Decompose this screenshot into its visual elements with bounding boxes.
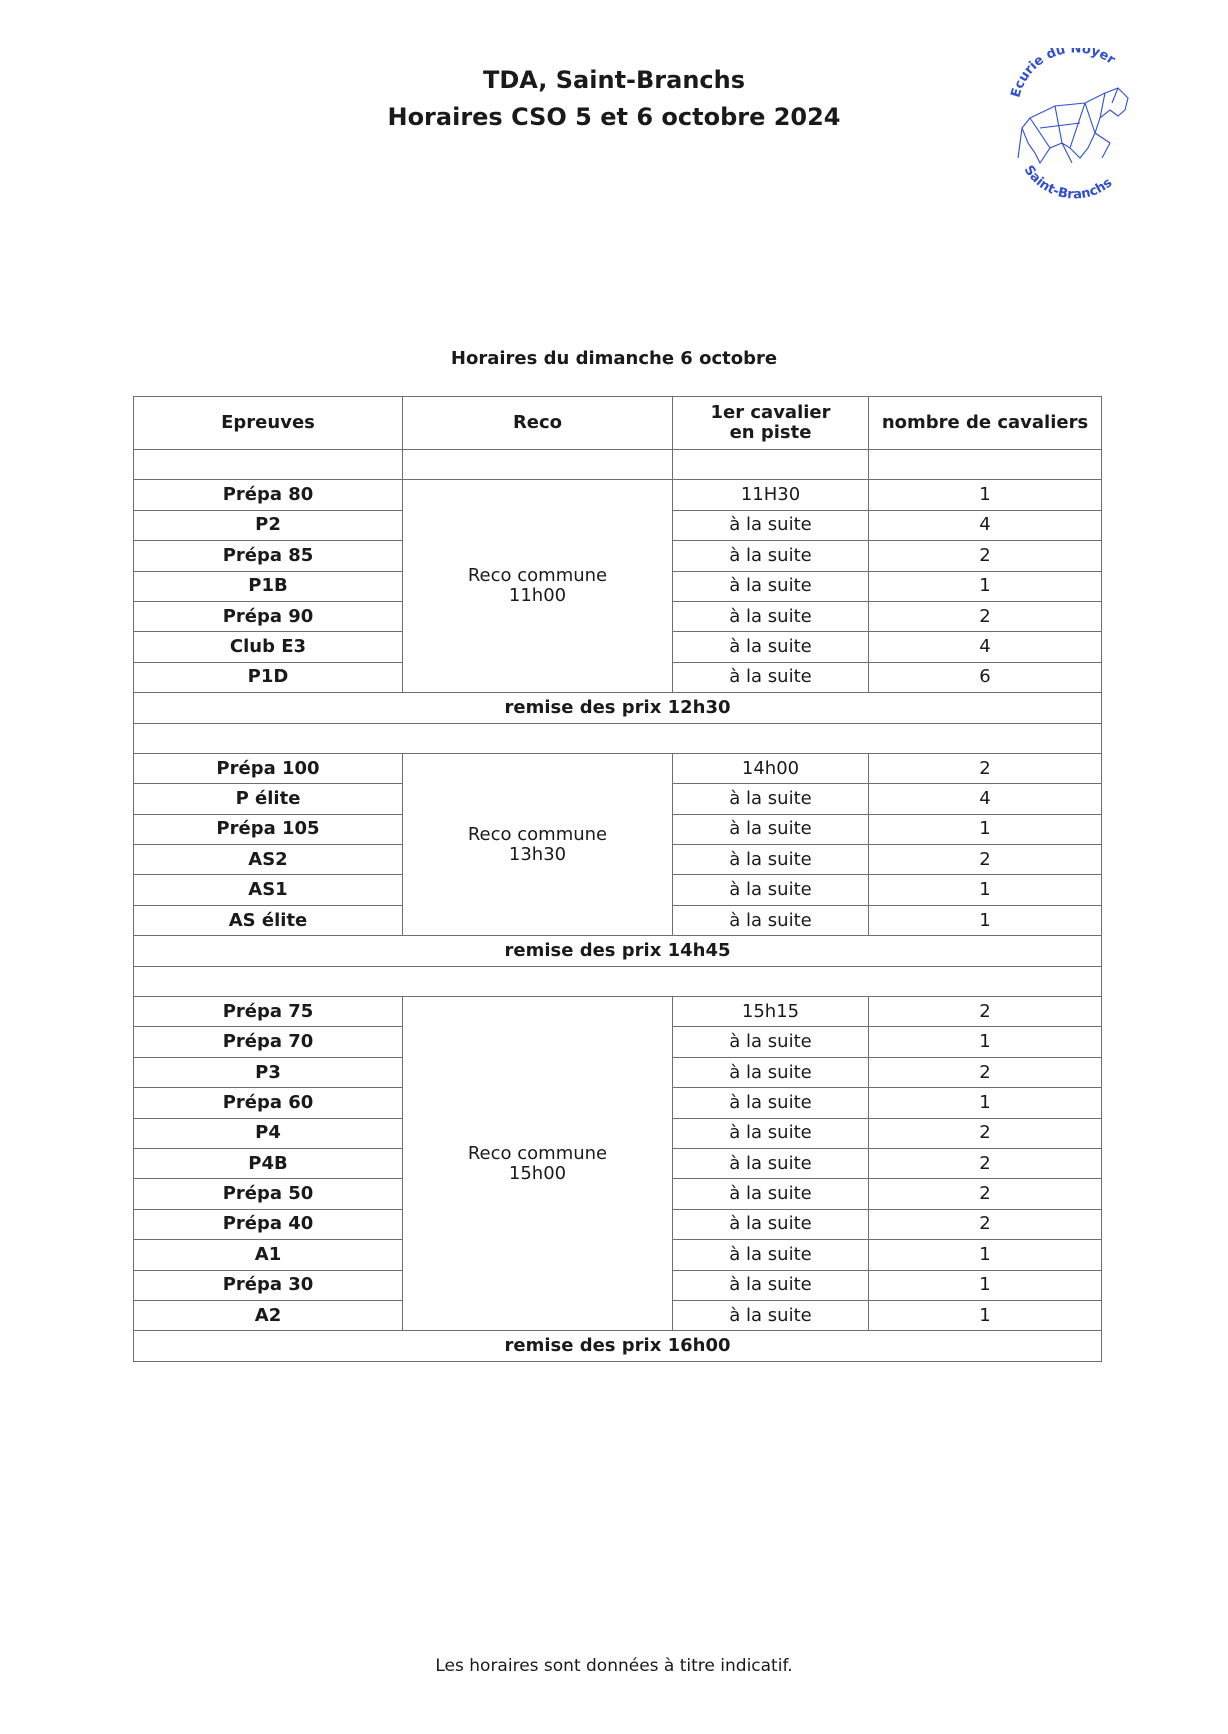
- depart-cell: 14h00: [673, 753, 869, 783]
- nombre-cell: 1: [869, 1300, 1102, 1330]
- depart-cell: 11H30: [673, 480, 869, 510]
- nombre-cell: 2: [869, 601, 1102, 631]
- epreuve-cell: Prépa 105: [134, 814, 403, 844]
- document-title: TDA, Saint-Branchs: [482, 66, 746, 94]
- section-title: Horaires du dimanche 6 octobre: [450, 348, 778, 369]
- remise-row: [134, 693, 1102, 723]
- horse-icon: [1000, 48, 1150, 213]
- epreuve-cell: Club E3: [134, 632, 403, 662]
- epreuve-cell: Prépa 75: [134, 997, 403, 1027]
- club-logo: [1000, 48, 1150, 213]
- epreuve-cell: P4B: [134, 1148, 403, 1178]
- reco-time: 13h30: [508, 843, 567, 865]
- schedule-table: [133, 396, 1102, 1362]
- depart-cell: à la suite: [673, 601, 869, 631]
- nombre-cell: 2: [869, 1118, 1102, 1148]
- epreuve-cell: Prépa 40: [134, 1209, 403, 1239]
- epreuve-cell: AS2: [134, 845, 403, 875]
- table-row: [134, 997, 1102, 1027]
- nombre-cell: 4: [869, 510, 1102, 540]
- epreuve-cell: P élite: [134, 784, 403, 814]
- nombre-cell: 2: [869, 753, 1102, 783]
- depart-cell: à la suite: [673, 845, 869, 875]
- depart-cell: à la suite: [673, 1118, 869, 1148]
- depart-cell: à la suite: [673, 1300, 869, 1330]
- column-header-nombre: nombre de cavaliers: [869, 397, 1102, 450]
- epreuve-cell: Prépa 100: [134, 753, 403, 783]
- table-header-row: [134, 397, 1102, 450]
- epreuve-cell: P1D: [134, 662, 403, 692]
- column-header-premier-cavalier: [673, 397, 869, 450]
- remise-des-prix: remise des prix 16h00: [134, 1331, 1102, 1361]
- depart-cell: à la suite: [673, 1057, 869, 1087]
- epreuve-cell: Prépa 60: [134, 1088, 403, 1118]
- nombre-cell: 2: [869, 845, 1102, 875]
- nombre-cell: 2: [869, 1179, 1102, 1209]
- column-header-line: en piste: [729, 422, 812, 443]
- nombre-cell: 2: [869, 997, 1102, 1027]
- depart-cell: à la suite: [673, 1209, 869, 1239]
- epreuve-cell: Prépa 85: [134, 541, 403, 571]
- depart-cell: à la suite: [673, 1027, 869, 1057]
- nombre-cell: 1: [869, 814, 1102, 844]
- reco-time: 15h00: [508, 1162, 567, 1184]
- nombre-cell: 4: [869, 784, 1102, 814]
- table-row: [134, 753, 1102, 783]
- epreuve-cell: A2: [134, 1300, 403, 1330]
- epreuve-cell: AS élite: [134, 905, 403, 935]
- epreuve-cell: Prépa 70: [134, 1027, 403, 1057]
- epreuve-cell: P1B: [134, 571, 403, 601]
- depart-cell: à la suite: [673, 571, 869, 601]
- nombre-cell: 1: [869, 1270, 1102, 1300]
- epreuve-cell: A1: [134, 1240, 403, 1270]
- depart-cell: à la suite: [673, 1270, 869, 1300]
- spacer-row: [134, 966, 1102, 996]
- nombre-cell: 4: [869, 632, 1102, 662]
- spacer-row: [134, 723, 1102, 753]
- table-row: [134, 480, 1102, 510]
- reco-label: Reco commune: [467, 823, 608, 845]
- nombre-cell: 2: [869, 1057, 1102, 1087]
- depart-cell: à la suite: [673, 1088, 869, 1118]
- depart-cell: à la suite: [673, 905, 869, 935]
- remise-des-prix: remise des prix 14h45: [134, 936, 1102, 966]
- depart-cell: à la suite: [673, 875, 869, 905]
- depart-cell: à la suite: [673, 1179, 869, 1209]
- depart-cell: à la suite: [673, 632, 869, 662]
- nombre-cell: 2: [869, 1209, 1102, 1239]
- nombre-cell: 6: [869, 662, 1102, 692]
- epreuve-cell: Prépa 50: [134, 1179, 403, 1209]
- depart-cell: à la suite: [673, 1148, 869, 1178]
- epreuve-cell: Prépa 30: [134, 1270, 403, 1300]
- column-header-line: 1er cavalier: [710, 402, 831, 423]
- logo-top-text: Ecurie du Noyer: [1008, 48, 1118, 100]
- depart-cell: à la suite: [673, 510, 869, 540]
- nombre-cell: 1: [869, 875, 1102, 905]
- reco-time: 11h00: [508, 585, 567, 607]
- reco-cell: [403, 480, 673, 693]
- column-header-reco: Reco: [403, 397, 673, 450]
- document-subtitle-event: Horaires CSO 5 et 6 octobre 2024: [387, 103, 841, 131]
- depart-cell: à la suite: [673, 541, 869, 571]
- nombre-cell: 1: [869, 905, 1102, 935]
- depart-cell: à la suite: [673, 662, 869, 692]
- epreuve-cell: AS1: [134, 875, 403, 905]
- depart-cell: à la suite: [673, 1240, 869, 1270]
- remise-row: [134, 936, 1102, 966]
- reco-cell: [403, 753, 673, 935]
- epreuve-cell: Prépa 90: [134, 601, 403, 631]
- reco-label: Reco commune: [467, 565, 608, 587]
- nombre-cell: 1: [869, 571, 1102, 601]
- epreuve-cell: P3: [134, 1057, 403, 1087]
- spacer-row: [134, 450, 1102, 480]
- column-header-epreuves: Epreuves: [134, 397, 403, 450]
- nombre-cell: 2: [869, 1148, 1102, 1178]
- depart-cell: à la suite: [673, 784, 869, 814]
- nombre-cell: 1: [869, 1240, 1102, 1270]
- epreuve-cell: P2: [134, 510, 403, 540]
- reco-label: Reco commune: [467, 1142, 608, 1164]
- remise-row: [134, 1331, 1102, 1361]
- epreuve-cell: P4: [134, 1118, 403, 1148]
- logo-bottom-text: Saint-Branchs: [1020, 162, 1116, 203]
- depart-cell: 15h15: [673, 997, 869, 1027]
- nombre-cell: 1: [869, 480, 1102, 510]
- reco-cell: [403, 997, 673, 1331]
- remise-des-prix: remise des prix 12h30: [134, 693, 1102, 723]
- depart-cell: à la suite: [673, 814, 869, 844]
- epreuve-cell: Prépa 80: [134, 480, 403, 510]
- nombre-cell: 1: [869, 1088, 1102, 1118]
- nombre-cell: 1: [869, 1027, 1102, 1057]
- footer-note: Les horaires sont données à titre indicatif.: [435, 1656, 793, 1676]
- nombre-cell: 2: [869, 541, 1102, 571]
